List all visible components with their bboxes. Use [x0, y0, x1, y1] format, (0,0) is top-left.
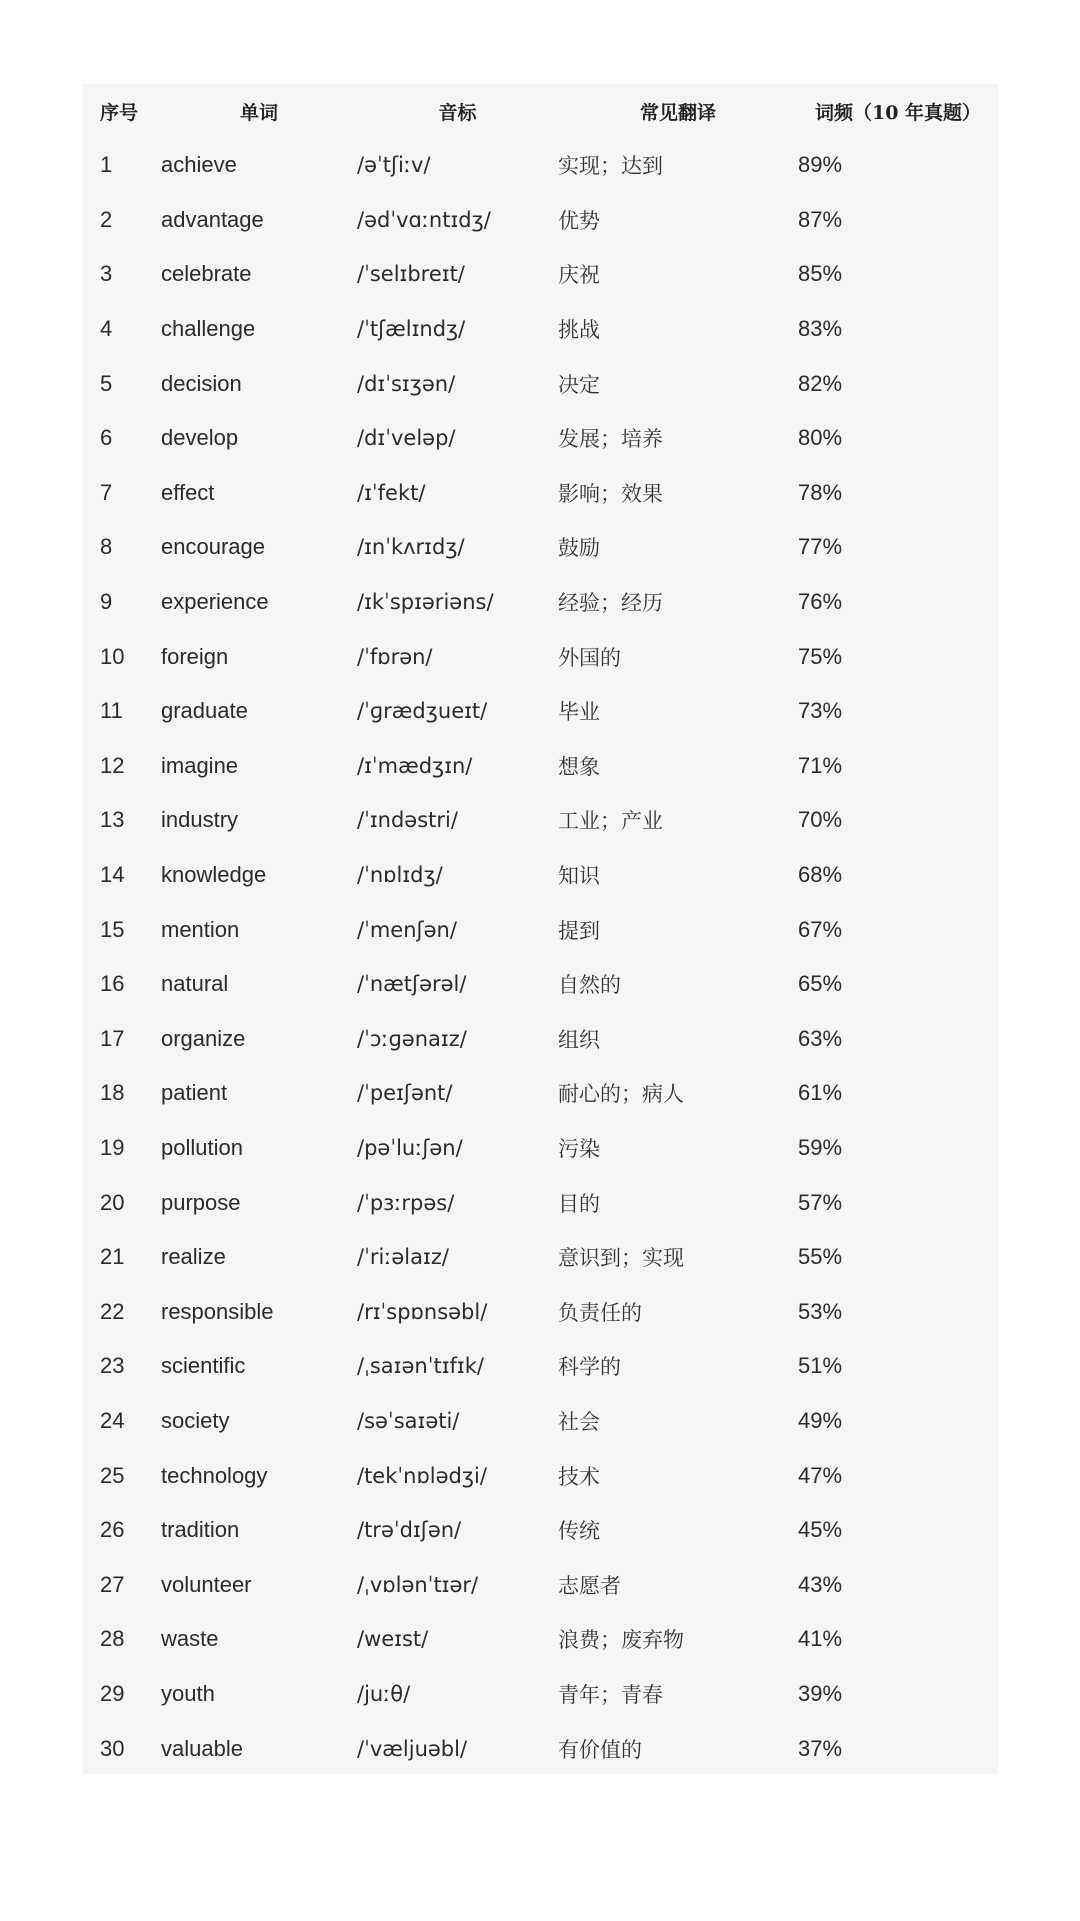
table-row [83, 1667, 998, 1722]
frequency-cell: 57% [798, 1189, 843, 1215]
table-row [83, 902, 998, 957]
translation-cell: 优势 [558, 208, 600, 233]
row-number: 18 [100, 1080, 125, 1106]
frequency-cell: 67% [798, 916, 843, 942]
word-cell: decision [161, 370, 242, 396]
table-body [83, 138, 998, 1776]
frequency-cell: 39% [798, 1680, 843, 1706]
frequency-cell: 53% [798, 1298, 843, 1324]
word-cell: technology [161, 1462, 268, 1488]
row-number: 24 [100, 1407, 125, 1433]
row-number: 30 [100, 1735, 125, 1761]
table-row [83, 957, 998, 1012]
translation-cell: 耐心的；病人 [558, 1082, 684, 1107]
phonetic-cell: /ˌvɒlənˈtɪər/ [357, 1572, 479, 1597]
row-number: 27 [100, 1571, 125, 1597]
row-number: 13 [100, 807, 125, 833]
row-number: 21 [100, 1244, 125, 1270]
table-row [83, 1721, 998, 1776]
translation-cell: 毕业 [558, 700, 600, 725]
table-row [83, 193, 998, 248]
row-number: 3 [100, 261, 113, 287]
word-cell: effect [161, 479, 215, 505]
translation-cell: 技术 [558, 1464, 600, 1489]
word-cell: advantage [161, 206, 264, 232]
translation-cell: 负责任的 [558, 1300, 642, 1325]
translation-cell: 污染 [558, 1136, 600, 1161]
phonetic-cell: /ˈɪndəstri/ [357, 808, 458, 833]
translation-cell: 影响；效果 [558, 481, 663, 506]
table-row [83, 1121, 998, 1176]
table-row [83, 356, 998, 411]
phonetic-cell: /əˈtʃiːv/ [357, 153, 431, 178]
translation-cell: 决定 [558, 372, 600, 397]
vocabulary-table [83, 84, 998, 1776]
translation-cell: 浪费；废弃物 [558, 1628, 684, 1653]
table-row [83, 848, 998, 903]
table-row [83, 1175, 998, 1230]
row-number: 8 [100, 534, 113, 560]
phonetic-cell: /dɪˈveləp/ [357, 426, 456, 451]
phonetic-cell: /pəˈluːʃən/ [357, 1135, 463, 1160]
translation-cell: 鼓励 [558, 536, 600, 561]
word-cell: realize [161, 1244, 226, 1270]
translation-cell: 庆祝 [558, 263, 600, 288]
phonetic-cell: /ˈfɒrən/ [357, 644, 433, 669]
phonetic-cell: /ɪˈfekt/ [357, 480, 426, 505]
frequency-cell: 82% [798, 370, 843, 396]
word-cell: valuable [161, 1735, 243, 1761]
word-cell: encourage [161, 534, 265, 560]
frequency-cell: 55% [798, 1244, 843, 1270]
word-cell: mention [161, 916, 240, 942]
phonetic-cell: /ˈɡrædʒueɪt/ [357, 699, 488, 724]
table-row [83, 1284, 998, 1339]
header-translation: 常见翻译 [639, 101, 716, 124]
translation-cell: 提到 [558, 918, 600, 943]
translation-cell: 外国的 [558, 645, 621, 670]
frequency-cell: 68% [798, 862, 843, 888]
table-row [83, 793, 998, 848]
word-cell: industry [161, 807, 239, 833]
row-number: 23 [100, 1353, 125, 1379]
translation-cell: 意识到；实现 [558, 1246, 684, 1271]
translation-cell: 社会 [558, 1409, 600, 1434]
phonetic-cell: /ədˈvɑːntɪdʒ/ [357, 207, 491, 232]
frequency-cell: 41% [798, 1626, 843, 1652]
phonetic-cell: /trəˈdɪʃən/ [357, 1518, 462, 1543]
phonetic-cell: /ˈvæljuəbl/ [357, 1736, 468, 1761]
table-row [83, 1448, 998, 1503]
word-cell: foreign [161, 643, 229, 669]
word-cell: graduate [161, 698, 248, 724]
frequency-cell: 37% [798, 1735, 843, 1761]
translation-cell: 组织 [558, 1027, 600, 1052]
table-row [83, 629, 998, 684]
row-number: 17 [100, 1025, 125, 1051]
frequency-cell: 83% [798, 316, 843, 342]
row-number: 10 [100, 643, 125, 669]
translation-cell: 目的 [558, 1191, 600, 1216]
translation-cell: 青年；青春 [558, 1682, 663, 1707]
table-row [83, 1557, 998, 1612]
phonetic-cell: /ˈnætʃərəl/ [357, 972, 467, 997]
frequency-cell: 63% [798, 1025, 843, 1051]
frequency-cell: 61% [798, 1080, 843, 1106]
table-row [83, 575, 998, 630]
table-row [83, 739, 998, 794]
translation-cell: 自然的 [558, 973, 621, 998]
frequency-cell: 75% [798, 643, 843, 669]
translation-cell: 工业；产业 [558, 809, 663, 834]
phonetic-cell: /ˈnɒlɪdʒ/ [357, 863, 443, 888]
word-cell: natural [161, 971, 229, 997]
phonetic-cell: /dɪˈsɪʒən/ [357, 371, 456, 396]
row-number: 28 [100, 1626, 125, 1652]
word-cell: patient [161, 1080, 228, 1106]
word-cell: celebrate [161, 261, 252, 287]
frequency-cell: 70% [798, 807, 843, 833]
row-number: 2 [100, 206, 113, 232]
word-cell: organize [161, 1025, 246, 1051]
row-number: 9 [100, 589, 113, 615]
word-cell: society [161, 1407, 230, 1433]
row-number: 19 [100, 1134, 125, 1160]
frequency-cell: 85% [798, 261, 843, 287]
phonetic-cell: /ˈselɪbreɪt/ [357, 262, 465, 287]
phonetic-cell: /ɪˈmædʒɪn/ [357, 753, 473, 778]
table-row [83, 466, 998, 521]
frequency-cell: 76% [798, 589, 843, 615]
phonetic-cell: /ˈpɜːrpəs/ [357, 1190, 455, 1215]
translation-cell: 发展；培养 [558, 427, 663, 452]
frequency-cell: 71% [798, 752, 843, 778]
word-cell: tradition [161, 1517, 240, 1543]
table-header-row [83, 84, 998, 138]
word-cell: scientific [161, 1353, 246, 1379]
row-number: 22 [100, 1298, 125, 1324]
phonetic-cell: /ɪkˈspɪəriəns/ [357, 590, 494, 615]
frequency-cell: 89% [798, 152, 843, 178]
phonetic-cell: /ˈriːəlaɪz/ [357, 1245, 449, 1270]
frequency-cell: 78% [798, 479, 843, 505]
phonetic-cell: /ˈtʃælɪndʒ/ [357, 317, 466, 342]
table-row [83, 1066, 998, 1121]
table-row [83, 138, 998, 193]
frequency-cell: 77% [798, 534, 843, 560]
word-cell: waste [161, 1626, 219, 1652]
table-row [83, 520, 998, 575]
translation-cell: 想象 [558, 754, 600, 779]
row-number: 6 [100, 425, 113, 451]
frequency-cell: 80% [798, 425, 843, 451]
vocabulary-table-panel [83, 84, 998, 1774]
phonetic-cell: /tekˈnɒlədʒi/ [357, 1463, 487, 1488]
frequency-cell: 45% [798, 1517, 843, 1543]
row-number: 25 [100, 1462, 125, 1488]
word-cell: challenge [161, 316, 256, 342]
word-cell: purpose [161, 1189, 241, 1215]
phonetic-cell: /ˈɔːɡənaɪz/ [357, 1026, 467, 1051]
translation-cell: 实现；达到 [558, 154, 663, 179]
word-cell: responsible [161, 1298, 274, 1324]
table-row [83, 1339, 998, 1394]
row-number: 4 [100, 316, 113, 342]
header-number: 序号 [100, 101, 139, 124]
translation-cell: 传统 [558, 1519, 600, 1544]
translation-cell: 知识 [558, 864, 600, 889]
translation-cell: 经验；经历 [558, 591, 663, 616]
word-cell: achieve [161, 152, 237, 178]
frequency-cell: 43% [798, 1571, 843, 1597]
row-number: 11 [100, 698, 123, 724]
phonetic-cell: /weɪst/ [357, 1627, 429, 1652]
table-row [83, 1394, 998, 1449]
table-row [83, 1503, 998, 1558]
row-number: 14 [100, 862, 125, 888]
phonetic-cell: /səˈsaɪəti/ [357, 1408, 460, 1433]
table-row [83, 1230, 998, 1285]
phonetic-cell: /ˈmenʃən/ [357, 917, 457, 942]
row-number: 5 [100, 370, 113, 396]
translation-cell: 挑战 [558, 318, 600, 343]
frequency-cell: 65% [798, 971, 843, 997]
table-row [83, 1012, 998, 1067]
frequency-cell: 87% [798, 206, 843, 232]
row-number: 1 [100, 152, 113, 178]
table-row [83, 302, 998, 357]
row-number: 7 [100, 479, 113, 505]
word-cell: youth [161, 1680, 215, 1706]
word-cell: volunteer [161, 1571, 252, 1597]
word-cell: imagine [161, 752, 239, 778]
word-cell: develop [161, 425, 239, 451]
frequency-cell: 73% [798, 698, 843, 724]
translation-cell: 有价值的 [558, 1737, 642, 1762]
row-number: 12 [100, 752, 125, 778]
phonetic-cell: /rɪˈspɒnsəbl/ [357, 1299, 488, 1324]
phonetic-cell: /ɪnˈkʌrɪdʒ/ [357, 535, 465, 560]
word-cell: experience [161, 589, 269, 615]
phonetic-cell: /ˌsaɪənˈtɪfɪk/ [357, 1354, 484, 1379]
row-number: 20 [100, 1189, 125, 1215]
word-cell: knowledge [161, 862, 267, 888]
table-row [83, 247, 998, 302]
frequency-cell: 47% [798, 1462, 843, 1488]
table-row [83, 684, 998, 739]
row-number: 16 [100, 971, 125, 997]
header-frequency: 词频（10 年真题） [815, 101, 982, 124]
table-row [83, 411, 998, 466]
table-row [83, 1612, 998, 1667]
frequency-cell: 59% [798, 1134, 843, 1160]
translation-cell: 科学的 [558, 1355, 621, 1380]
row-number: 29 [100, 1680, 125, 1706]
header-word: 单词 [239, 101, 278, 124]
phonetic-cell: /juːθ/ [357, 1681, 411, 1706]
frequency-cell: 49% [798, 1407, 843, 1433]
row-number: 15 [100, 916, 125, 942]
translation-cell: 志愿者 [558, 1573, 621, 1598]
word-cell: pollution [161, 1134, 243, 1160]
phonetic-cell: /ˈpeɪʃənt/ [357, 1081, 453, 1106]
frequency-cell: 51% [798, 1353, 843, 1379]
header-phonetic: 音标 [438, 101, 477, 124]
row-number: 26 [100, 1517, 125, 1543]
